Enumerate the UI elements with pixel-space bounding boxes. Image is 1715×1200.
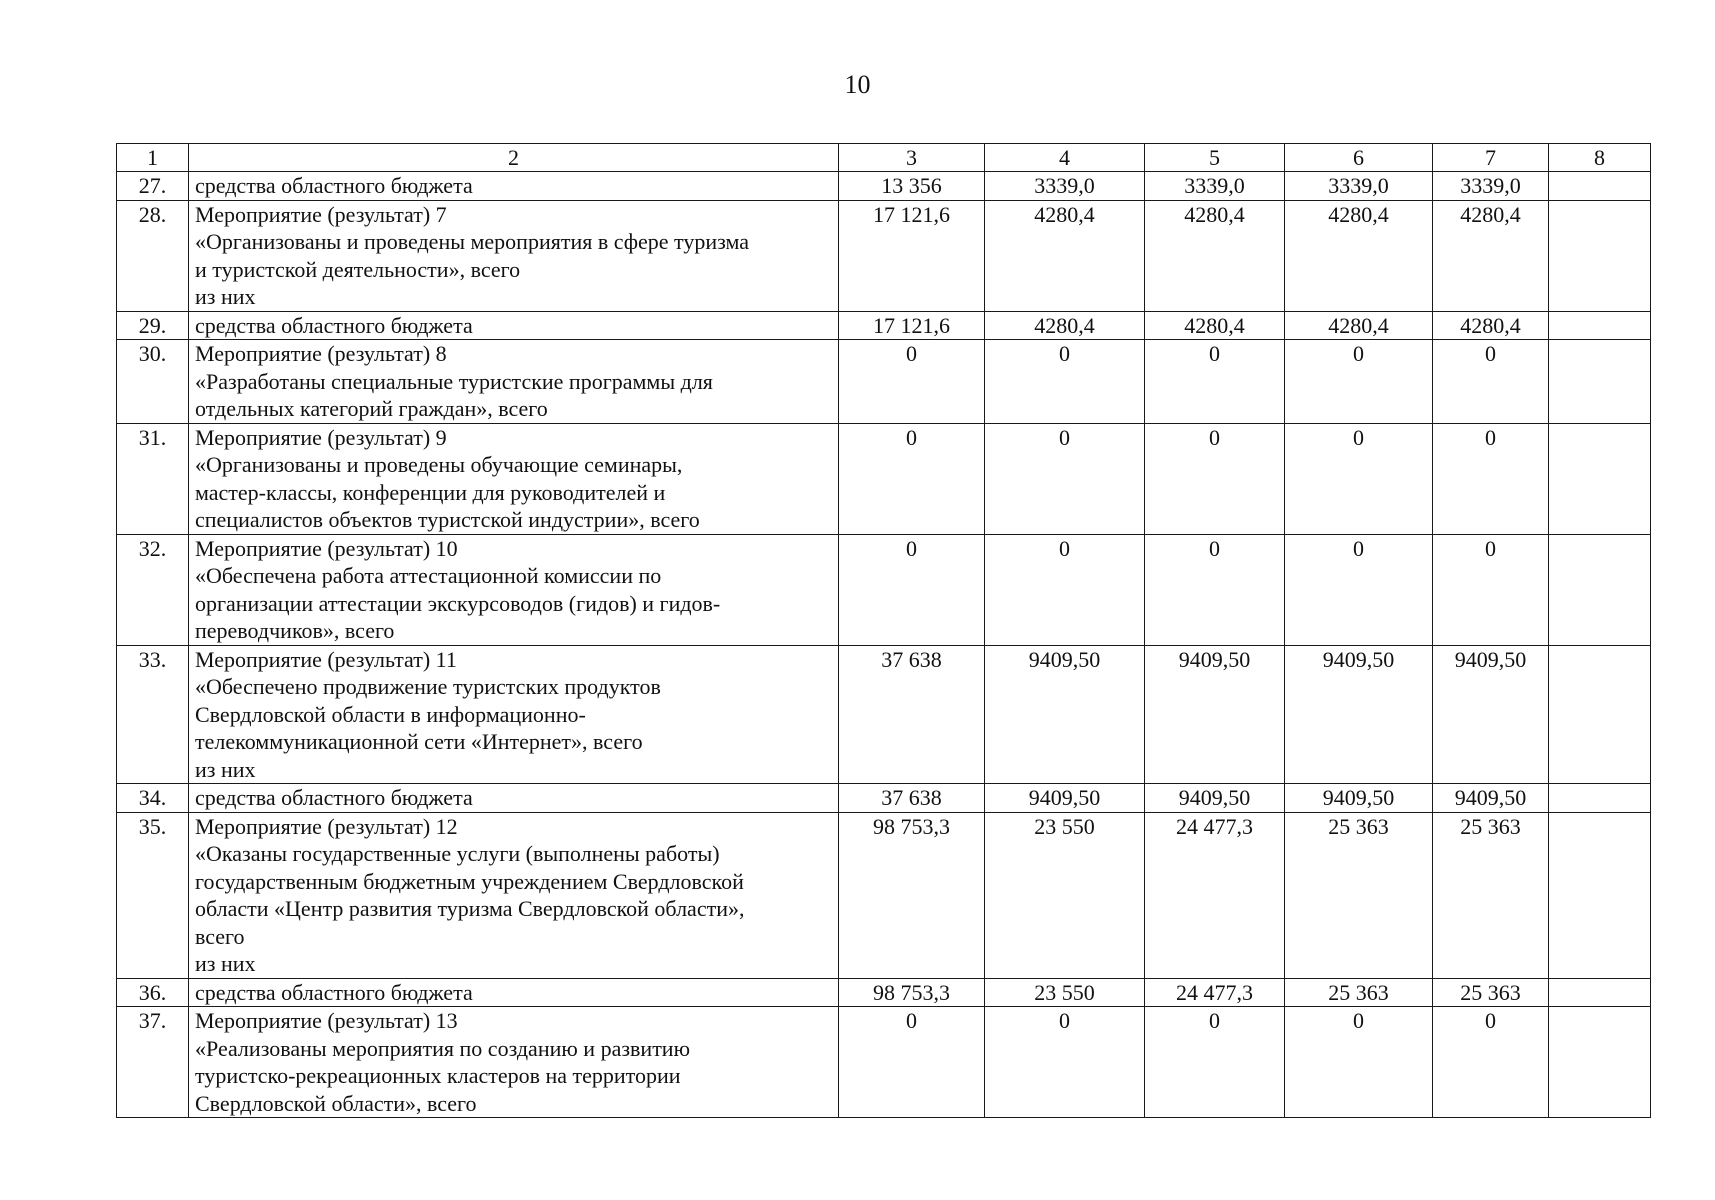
value-cell-col-5: 0 — [1145, 534, 1285, 645]
description-line: государственным бюджетным учреждением Свердловской — [195, 868, 744, 894]
value-cell-col-8 — [1549, 172, 1651, 201]
row-number: 27. — [117, 172, 189, 201]
value-cell-col-5: 0 — [1145, 340, 1285, 424]
table-row — [117, 423, 1651, 534]
value-cell-col-7: 25 363 — [1433, 812, 1549, 978]
value-cell-col-6: 0 — [1285, 1007, 1433, 1118]
description-line: Мероприятие (результат) 12 — [195, 813, 458, 839]
value-cell-col-3: 0 — [839, 534, 985, 645]
value-cell-col-6: 0 — [1285, 423, 1433, 534]
value-cell-col-8 — [1549, 784, 1651, 813]
row-number: 34. — [117, 784, 189, 813]
value-cell-col-8 — [1549, 200, 1651, 311]
budget-table — [116, 143, 1651, 1118]
row-number: 31. — [117, 423, 189, 534]
description-line: «Обеспечена работа аттестационной комиссии по — [195, 563, 662, 588]
value-cell-col-7: 0 — [1433, 534, 1549, 645]
value-cell-col-7: 0 — [1433, 423, 1549, 534]
description-line: средства областного бюджета — [195, 785, 473, 810]
value-cell-col-4: 23 550 — [985, 812, 1145, 978]
value-cell-col-4: 0 — [985, 423, 1145, 534]
description-line: из них — [195, 756, 256, 782]
row-number: 36. — [117, 978, 189, 1007]
table-row — [117, 1007, 1651, 1118]
value-cell-col-5: 3339,0 — [1145, 172, 1285, 201]
row-description — [189, 200, 839, 311]
value-cell-col-3: 0 — [839, 340, 985, 424]
value-cell-col-4: 0 — [985, 1007, 1145, 1118]
value-cell-col-5: 9409,50 — [1145, 784, 1285, 813]
value-cell-col-4: 23 550 — [985, 978, 1145, 1007]
row-number: 32. — [117, 534, 189, 645]
value-cell-col-5: 0 — [1145, 1007, 1285, 1118]
value-cell-col-5: 24 477,3 — [1145, 978, 1285, 1007]
column-header: 2 — [189, 144, 839, 172]
value-cell-col-6: 9409,50 — [1285, 784, 1433, 813]
description-line: Мероприятие (результат) 7 — [195, 201, 447, 227]
value-cell-col-3: 17 121,6 — [839, 311, 985, 340]
row-description — [189, 311, 839, 340]
description-line: из них — [195, 951, 256, 976]
row-description — [189, 1007, 839, 1118]
description-line: мастер-классы, конференции для руководителей и — [195, 479, 666, 505]
value-cell-col-6: 9409,50 — [1285, 645, 1433, 784]
column-header: 1 — [117, 144, 189, 172]
column-header: 6 — [1285, 144, 1433, 172]
row-number: 35. — [117, 812, 189, 978]
column-header: 3 — [839, 144, 985, 172]
value-cell-col-4: 9409,50 — [985, 784, 1145, 813]
column-header: 5 — [1145, 144, 1285, 172]
description-line: Мероприятие (результат) 8 — [195, 341, 447, 366]
row-number: 28. — [117, 200, 189, 311]
value-cell-col-5: 9409,50 — [1145, 645, 1285, 784]
value-cell-col-6: 4280,4 — [1285, 200, 1433, 311]
table-row — [117, 311, 1651, 340]
row-description — [189, 423, 839, 534]
row-description — [189, 978, 839, 1007]
description-line: «Обеспечено продвижение туристских продуктов — [195, 674, 661, 699]
description-line: «Разработаны специальные туристские программы для — [195, 368, 713, 394]
description-line: организации аттестации экскурсоводов (гидов) и гидов- — [195, 590, 721, 616]
value-cell-col-3: 37 638 — [839, 784, 985, 813]
description-line: Мероприятие (результат) 13 — [195, 1008, 458, 1033]
description-line: Мероприятие (результат) 10 — [195, 535, 458, 561]
value-cell-col-3: 17 121,6 — [839, 200, 985, 311]
value-cell-col-5: 24 477,3 — [1145, 812, 1285, 978]
table-body — [117, 144, 1651, 1118]
description-line: «Оказаны государственные услуги (выполнены работы) — [195, 841, 720, 866]
column-header: 7 — [1433, 144, 1549, 172]
table-row — [117, 534, 1651, 645]
value-cell-col-3: 37 638 — [839, 645, 985, 784]
table-row — [117, 784, 1651, 813]
value-cell-col-3: 98 753,3 — [839, 978, 985, 1007]
row-number: 37. — [117, 1007, 189, 1118]
header-row — [117, 144, 1651, 172]
row-description — [189, 645, 839, 784]
value-cell-col-4: 4280,4 — [985, 311, 1145, 340]
row-description — [189, 172, 839, 201]
page-number: 10 — [844, 70, 871, 99]
description-line: Мероприятие (результат) 11 — [195, 646, 457, 672]
value-cell-col-7: 9409,50 — [1433, 645, 1549, 784]
value-cell-col-4: 0 — [985, 534, 1145, 645]
value-cell-col-5: 4280,4 — [1145, 200, 1285, 311]
value-cell-col-7: 25 363 — [1433, 978, 1549, 1007]
description-line: отдельных категорий граждан», всего — [195, 396, 548, 421]
table-row — [117, 340, 1651, 424]
value-cell-col-6: 25 363 — [1285, 978, 1433, 1007]
value-cell-col-8 — [1549, 812, 1651, 978]
table-row — [117, 200, 1651, 311]
description-line: «Организованы и проведены мероприятия в сфере туризма — [195, 229, 750, 254]
value-cell-col-5: 0 — [1145, 423, 1285, 534]
description-line: «Реализованы мероприятия по созданию и развитию — [195, 1035, 691, 1061]
value-cell-col-4: 0 — [985, 340, 1145, 424]
description-line: Свердловской области», всего — [195, 1090, 477, 1116]
value-cell-col-3: 0 — [839, 1007, 985, 1118]
value-cell-col-4: 4280,4 — [985, 200, 1145, 311]
value-cell-col-6: 3339,0 — [1285, 172, 1433, 201]
value-cell-col-5: 4280,4 — [1145, 311, 1285, 340]
description-line: всего — [195, 923, 245, 949]
description-line: области «Центр развития туризма Свердловской области», — [195, 896, 745, 921]
description-line: телекоммуникационной сети «Интернет», всего — [195, 729, 643, 754]
value-cell-col-7: 0 — [1433, 340, 1549, 424]
description-line: туристско-рекреационных кластеров на территории — [195, 1063, 681, 1088]
value-cell-col-8 — [1549, 645, 1651, 784]
table-row — [117, 645, 1651, 784]
row-description — [189, 340, 839, 424]
description-line: Мероприятие (результат) 9 — [195, 424, 447, 450]
description-line: средства областного бюджета — [195, 979, 473, 1005]
description-line: «Организованы и проведены обучающие семинары, — [195, 452, 683, 477]
table-row — [117, 978, 1651, 1007]
row-description — [189, 812, 839, 978]
value-cell-col-6: 0 — [1285, 534, 1433, 645]
value-cell-col-7: 0 — [1433, 1007, 1549, 1118]
table-row — [117, 812, 1651, 978]
description-line: специалистов объектов туристской индустрии», всего — [195, 507, 700, 532]
value-cell-col-4: 9409,50 — [985, 645, 1145, 784]
value-cell-col-6: 4280,4 — [1285, 311, 1433, 340]
value-cell-col-4: 3339,0 — [985, 172, 1145, 201]
value-cell-col-7: 4280,4 — [1433, 200, 1549, 311]
value-cell-col-7: 3339,0 — [1433, 172, 1549, 201]
description-line: из них — [195, 284, 256, 309]
table-row — [117, 172, 1651, 201]
value-cell-col-8 — [1549, 1007, 1651, 1118]
column-header: 4 — [985, 144, 1145, 172]
row-number: 33. — [117, 645, 189, 784]
description-line: средства областного бюджета — [195, 173, 473, 198]
value-cell-col-8 — [1549, 340, 1651, 424]
value-cell-col-8 — [1549, 534, 1651, 645]
row-description — [189, 534, 839, 645]
value-cell-col-8 — [1549, 423, 1651, 534]
column-header: 8 — [1549, 144, 1651, 172]
description-line: средства областного бюджета — [195, 312, 473, 338]
description-line: Свердловской области в информационно- — [195, 701, 586, 727]
value-cell-col-3: 13 356 — [839, 172, 985, 201]
value-cell-col-8 — [1549, 978, 1651, 1007]
value-cell-col-7: 4280,4 — [1433, 311, 1549, 340]
description-line: и туристской деятельности», всего — [195, 256, 521, 282]
value-cell-col-6: 25 363 — [1285, 812, 1433, 978]
value-cell-col-3: 98 753,3 — [839, 812, 985, 978]
value-cell-col-3: 0 — [839, 423, 985, 534]
value-cell-col-7: 9409,50 — [1433, 784, 1549, 813]
row-description — [189, 784, 839, 813]
row-number: 29. — [117, 311, 189, 340]
value-cell-col-8 — [1549, 311, 1651, 340]
description-line: переводчиков», всего — [195, 618, 395, 643]
value-cell-col-6: 0 — [1285, 340, 1433, 424]
row-number: 30. — [117, 340, 189, 424]
